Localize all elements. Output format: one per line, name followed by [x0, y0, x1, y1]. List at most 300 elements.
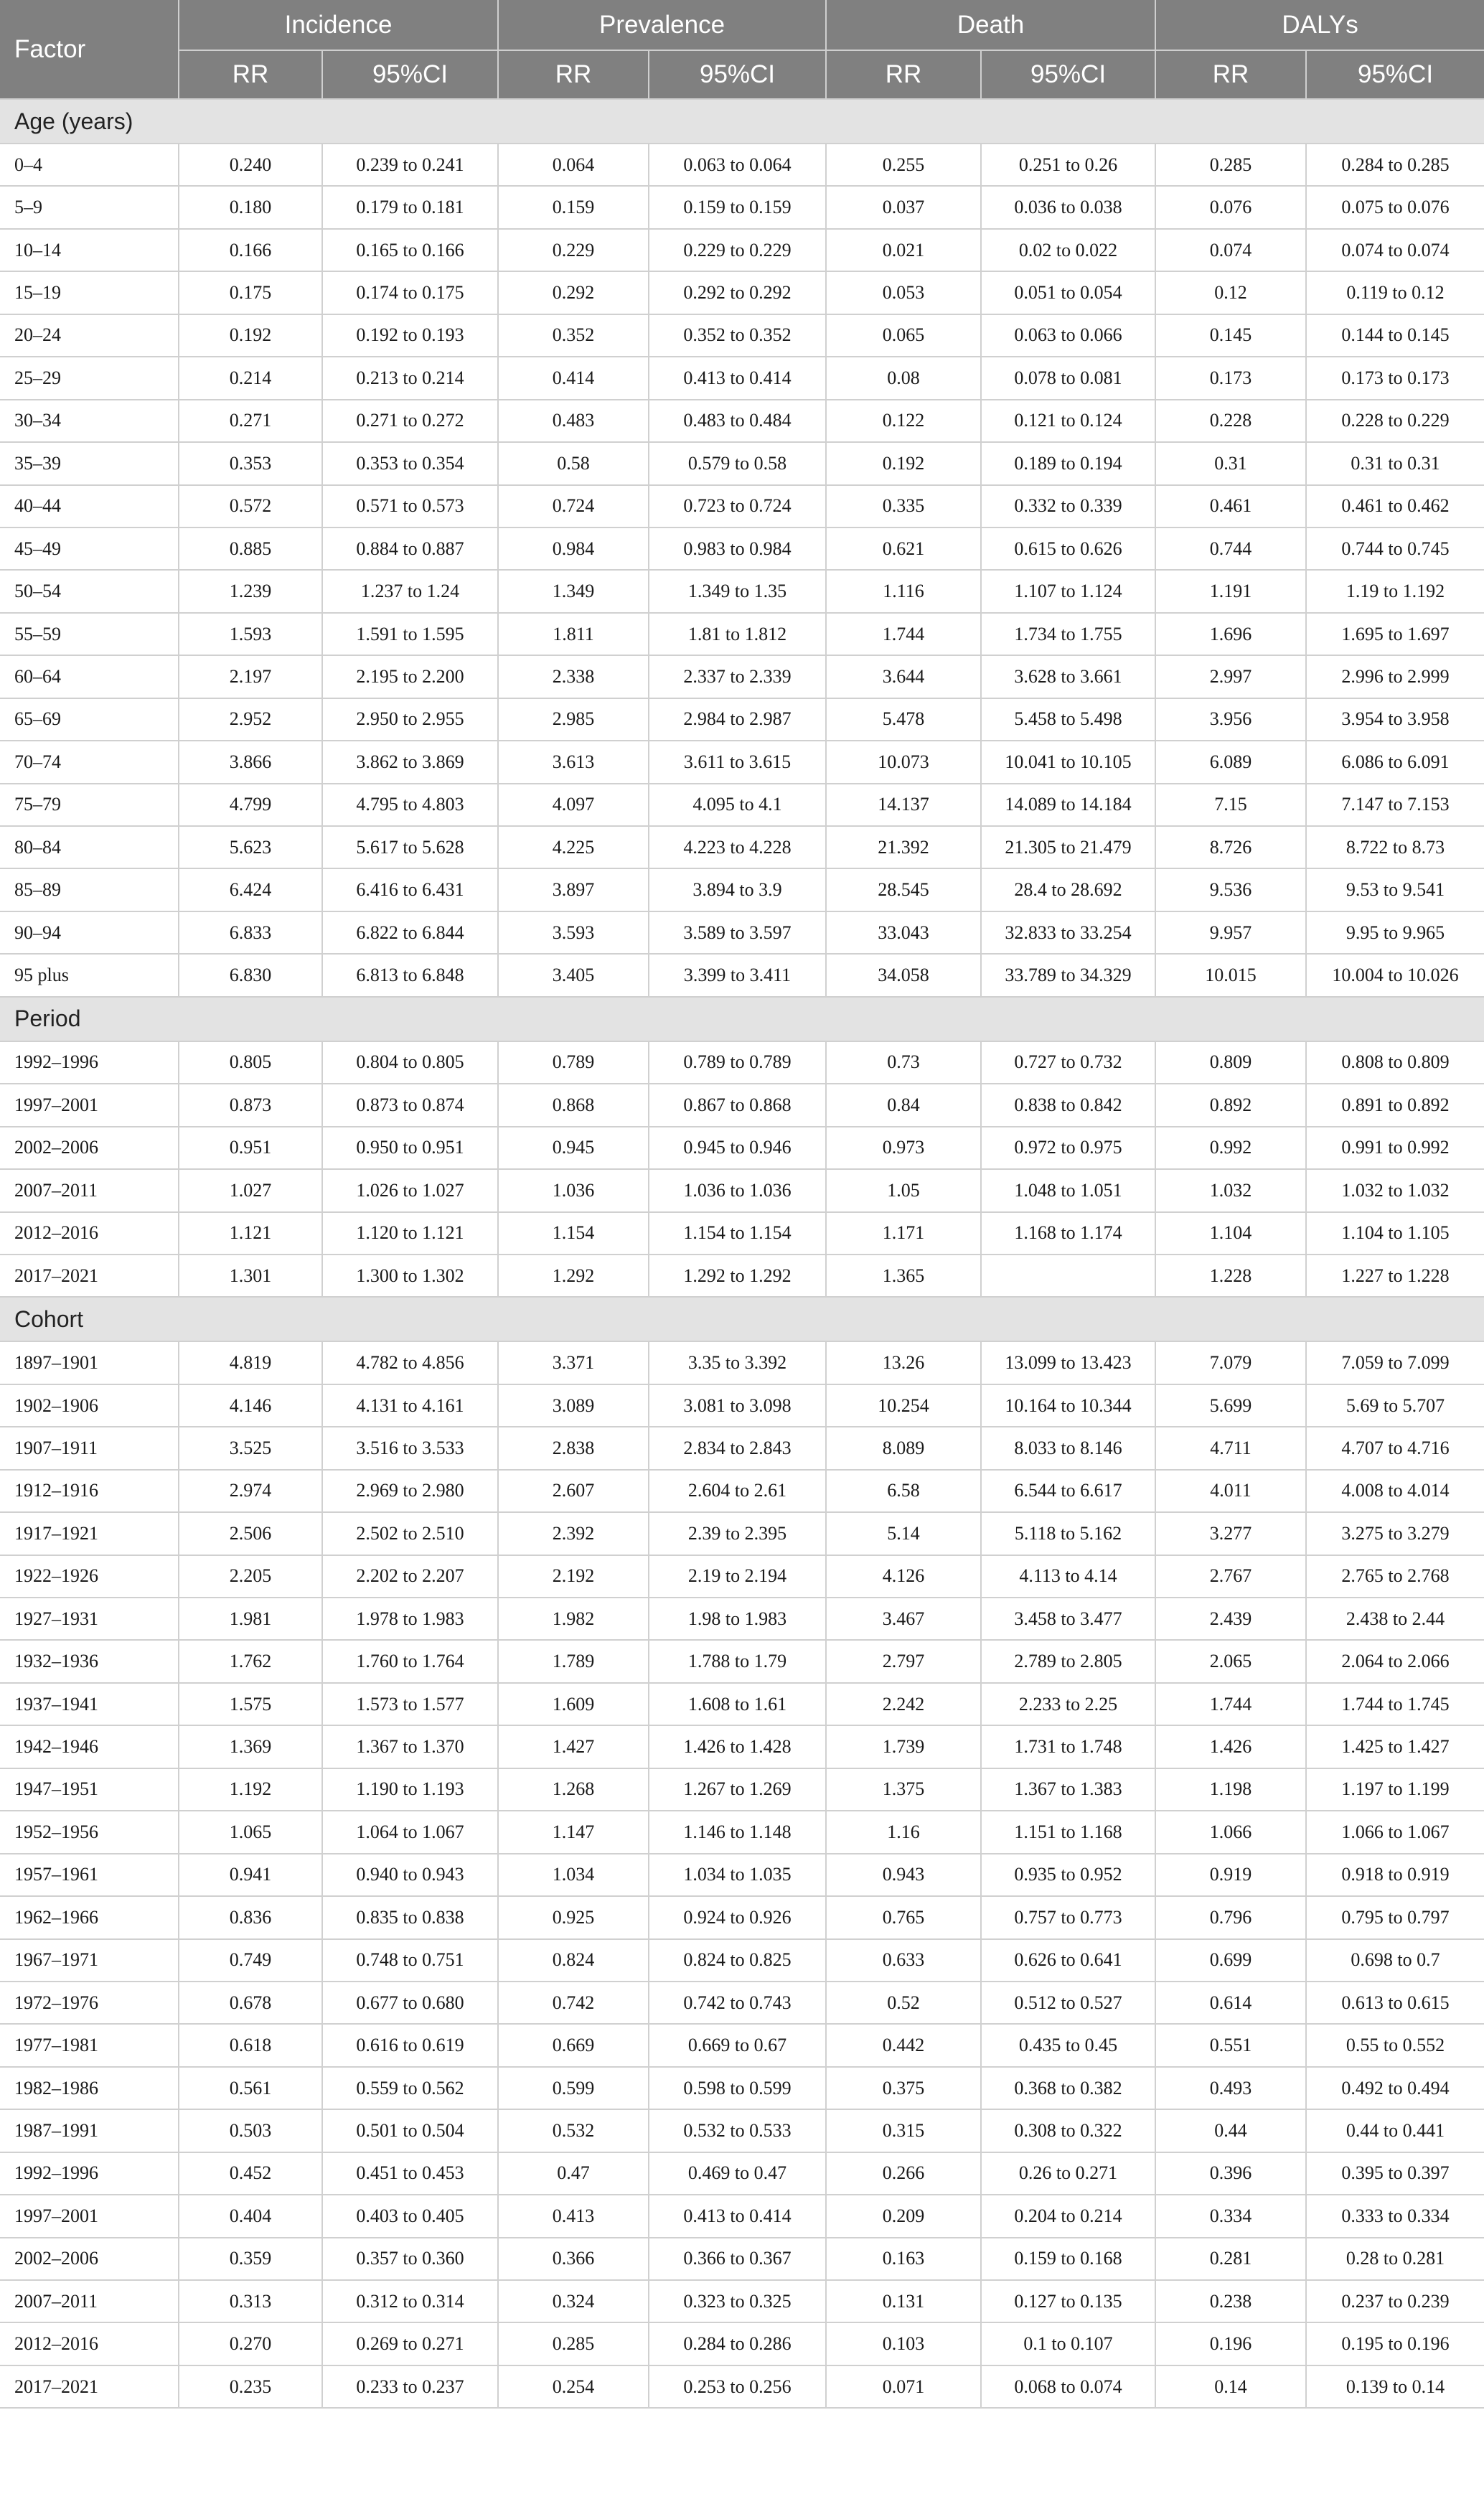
dalys-ci: 0.195 to 0.196 — [1306, 2322, 1484, 2365]
death-rr: 0.765 — [826, 1896, 981, 1938]
death-rr: 0.335 — [826, 485, 981, 527]
prevalence-ci: 1.036 to 1.036 — [649, 1169, 826, 1211]
row-label: 35–39 — [0, 442, 179, 484]
table-row — [0, 1341, 1484, 1384]
incidence-rr: 0.166 — [179, 229, 322, 271]
death-ci: 0.332 to 0.339 — [981, 485, 1155, 527]
dalys-rr: 1.198 — [1155, 1768, 1306, 1811]
section-title: Age (years) — [0, 99, 1484, 144]
incidence-ci: 1.190 to 1.193 — [322, 1768, 498, 1811]
dalys-ci: 1.104 to 1.105 — [1306, 1212, 1484, 1255]
prevalence-ci: 0.253 to 0.256 — [649, 2365, 826, 2408]
death-rr: 1.05 — [826, 1169, 981, 1211]
dalys-ci: 0.492 to 0.494 — [1306, 2067, 1484, 2109]
incidence-ci: 1.064 to 1.067 — [322, 1811, 498, 1853]
dalys-rr: 0.076 — [1155, 186, 1306, 228]
row-label: 95 plus — [0, 954, 179, 996]
dalys-rr: 0.074 — [1155, 229, 1306, 271]
dalys-rr: 6.089 — [1155, 741, 1306, 783]
row-label: 1972–1976 — [0, 1982, 179, 2024]
prevalence-ci: 0.229 to 0.229 — [649, 229, 826, 271]
dalys-rr: 10.015 — [1155, 954, 1306, 996]
death-ci: 0.512 to 0.527 — [981, 1982, 1155, 2024]
incidence-rr: 0.618 — [179, 2024, 322, 2066]
prevalence-rr: 0.824 — [498, 1939, 649, 1982]
table-row — [0, 2067, 1484, 2109]
incidence-ci: 0.950 to 0.951 — [322, 1127, 498, 1169]
death-rr: 8.089 — [826, 1427, 981, 1469]
row-label: 1992–1996 — [0, 1041, 179, 1084]
incidence-ci: 0.233 to 0.237 — [322, 2365, 498, 2408]
prevalence-ci: 0.669 to 0.67 — [649, 2024, 826, 2066]
prevalence-ci: 2.984 to 2.987 — [649, 698, 826, 741]
header-row-groups — [0, 0, 1484, 50]
table-row — [0, 400, 1484, 442]
row-label: 2017–2021 — [0, 1255, 179, 1297]
dalys-ci: 0.228 to 0.229 — [1306, 400, 1484, 442]
incidence-ci: 3.862 to 3.869 — [322, 741, 498, 783]
death-ci — [981, 1255, 1155, 1297]
prevalence-ci: 0.598 to 0.599 — [649, 2067, 826, 2109]
prevalence-rr: 0.366 — [498, 2238, 649, 2280]
death-rr: 0.103 — [826, 2322, 981, 2365]
prevalence-ci: 1.788 to 1.79 — [649, 1640, 826, 1682]
death-ci: 1.367 to 1.383 — [981, 1768, 1155, 1811]
prevalence-rr: 0.984 — [498, 527, 649, 570]
dalys-ci: 0.144 to 0.145 — [1306, 314, 1484, 357]
death-rr: 21.392 — [826, 826, 981, 868]
prevalence-ci: 0.292 to 0.292 — [649, 271, 826, 314]
incidence-ci: 0.179 to 0.181 — [322, 186, 498, 228]
incidence-rr: 0.359 — [179, 2238, 322, 2280]
death-rr: 13.26 — [826, 1341, 981, 1384]
prevalence-rr: 1.427 — [498, 1725, 649, 1768]
row-label: 80–84 — [0, 826, 179, 868]
dalys-rr: 9.536 — [1155, 868, 1306, 911]
death-rr: 0.163 — [826, 2238, 981, 2280]
incidence-ci: 1.760 to 1.764 — [322, 1640, 498, 1682]
incidence-rr: 1.192 — [179, 1768, 322, 1811]
dalys-rr: 0.493 — [1155, 2067, 1306, 2109]
table-row — [0, 271, 1484, 314]
table-row — [0, 868, 1484, 911]
death-rr: 14.137 — [826, 784, 981, 826]
dalys-ci: 1.695 to 1.697 — [1306, 613, 1484, 655]
table-row — [0, 2109, 1484, 2152]
dalys-ci: 1.032 to 1.032 — [1306, 1169, 1484, 1211]
prevalence-ci: 0.413 to 0.414 — [649, 2195, 826, 2237]
death-rr: 2.797 — [826, 1640, 981, 1682]
table-row — [0, 1169, 1484, 1211]
dalys-rr: 0.145 — [1155, 314, 1306, 357]
death-ci: 0.051 to 0.054 — [981, 271, 1155, 314]
dalys-ci: 0.284 to 0.285 — [1306, 144, 1484, 186]
death-ci: 0.308 to 0.322 — [981, 2109, 1155, 2152]
row-label: 1997–2001 — [0, 2195, 179, 2237]
death-rr: 1.116 — [826, 570, 981, 612]
incidence-rr: 0.873 — [179, 1084, 322, 1126]
death-ci: 0.036 to 0.038 — [981, 186, 1155, 228]
dalys-ci: 0.44 to 0.441 — [1306, 2109, 1484, 2152]
prevalence-ci: 0.366 to 0.367 — [649, 2238, 826, 2280]
dalys-rr: 0.744 — [1155, 527, 1306, 570]
prevalence-rr: 1.036 — [498, 1169, 649, 1211]
incidence-ci: 0.616 to 0.619 — [322, 2024, 498, 2066]
dalys-rr: 0.892 — [1155, 1084, 1306, 1126]
table-row — [0, 2152, 1484, 2195]
table-row — [0, 1854, 1484, 1896]
prevalence-ci: 2.19 to 2.194 — [649, 1555, 826, 1598]
death-rr: 0.071 — [826, 2365, 981, 2408]
incidence-rr: 1.027 — [179, 1169, 322, 1211]
dalys-rr: 3.277 — [1155, 1512, 1306, 1555]
dalys-ci: 0.55 to 0.552 — [1306, 2024, 1484, 2066]
row-label: 1937–1941 — [0, 1683, 179, 1725]
prevalence-rr: 0.254 — [498, 2365, 649, 2408]
dalys-rr: 0.196 — [1155, 2322, 1306, 2365]
incidence-rr: 0.503 — [179, 2109, 322, 2152]
prevalence-ci: 1.292 to 1.292 — [649, 1255, 826, 1297]
death-rr: 0.84 — [826, 1084, 981, 1126]
prevalence-rr: 3.593 — [498, 911, 649, 954]
dalys-ci: 0.613 to 0.615 — [1306, 1982, 1484, 2024]
table-row — [0, 1470, 1484, 1512]
incidence-rr: 6.833 — [179, 911, 322, 954]
dalys-rr: 2.439 — [1155, 1598, 1306, 1640]
row-label: 1992–1996 — [0, 2152, 179, 2195]
dalys-rr: 7.15 — [1155, 784, 1306, 826]
table-row — [0, 1384, 1484, 1427]
prevalence-ci: 0.789 to 0.789 — [649, 1041, 826, 1084]
incidence-ci: 6.416 to 6.431 — [322, 868, 498, 911]
incidence-ci: 0.269 to 0.271 — [322, 2322, 498, 2365]
dalys-ci: 0.074 to 0.074 — [1306, 229, 1484, 271]
death-rr: 0.73 — [826, 1041, 981, 1084]
table-row — [0, 442, 1484, 484]
death-ci: 0.078 to 0.081 — [981, 357, 1155, 399]
death-rr: 10.073 — [826, 741, 981, 783]
dalys-ci: 2.438 to 2.44 — [1306, 1598, 1484, 1640]
death-ci: 0.121 to 0.124 — [981, 400, 1155, 442]
prevalence-rr: 1.154 — [498, 1212, 649, 1255]
prevalence-rr: 0.413 — [498, 2195, 649, 2237]
table-row — [0, 1939, 1484, 1982]
death-rr: 1.16 — [826, 1811, 981, 1853]
dalys-ci: 1.066 to 1.067 — [1306, 1811, 1484, 1853]
death-rr: 0.122 — [826, 400, 981, 442]
prevalence-rr: 2.607 — [498, 1470, 649, 1512]
prevalence-ci: 3.35 to 3.392 — [649, 1341, 826, 1384]
table-row — [0, 1768, 1484, 1811]
incidence-rr: 0.180 — [179, 186, 322, 228]
incidence-rr: 3.525 — [179, 1427, 322, 1469]
incidence-ci: 0.873 to 0.874 — [322, 1084, 498, 1126]
table-row — [0, 1512, 1484, 1555]
prevalence-rr: 0.064 — [498, 144, 649, 186]
row-label: 2002–2006 — [0, 2238, 179, 2280]
prevalence-ci: 0.924 to 0.926 — [649, 1896, 826, 1938]
prevalence-ci: 0.983 to 0.984 — [649, 527, 826, 570]
table-row — [0, 2195, 1484, 2237]
incidence-rr: 0.951 — [179, 1127, 322, 1169]
row-label: 20–24 — [0, 314, 179, 357]
prevalence-ci: 0.323 to 0.325 — [649, 2280, 826, 2322]
table-row — [0, 1041, 1484, 1084]
incidence-rr: 0.805 — [179, 1041, 322, 1084]
incidence-ci: 0.174 to 0.175 — [322, 271, 498, 314]
death-ci: 0.615 to 0.626 — [981, 527, 1155, 570]
death-rr: 0.255 — [826, 144, 981, 186]
table-row — [0, 144, 1484, 186]
prevalence-ci: 2.834 to 2.843 — [649, 1427, 826, 1469]
prevalence-rr: 0.925 — [498, 1896, 649, 1938]
incidence-ci: 6.822 to 6.844 — [322, 911, 498, 954]
incidence-rr: 4.799 — [179, 784, 322, 826]
prevalence-rr: 0.724 — [498, 485, 649, 527]
incidence-rr: 0.271 — [179, 400, 322, 442]
death-rr: 2.242 — [826, 1683, 981, 1725]
prevalence-rr: 0.669 — [498, 2024, 649, 2066]
row-label: 55–59 — [0, 613, 179, 655]
prevalence-ci: 3.399 to 3.411 — [649, 954, 826, 996]
prevalence-ci: 1.267 to 1.269 — [649, 1768, 826, 1811]
incidence-ci: 0.451 to 0.453 — [322, 2152, 498, 2195]
incidence-ci: 4.795 to 4.803 — [322, 784, 498, 826]
header-sub-ci: 95%CI — [981, 50, 1155, 99]
death-rr: 0.973 — [826, 1127, 981, 1169]
row-label: 1897–1901 — [0, 1341, 179, 1384]
dalys-ci: 7.147 to 7.153 — [1306, 784, 1484, 826]
row-label: 2012–2016 — [0, 1212, 179, 1255]
prevalence-rr: 2.192 — [498, 1555, 649, 1598]
row-label: 30–34 — [0, 400, 179, 442]
table-row — [0, 1212, 1484, 1255]
prevalence-rr: 1.034 — [498, 1854, 649, 1896]
incidence-rr: 0.749 — [179, 1939, 322, 1982]
row-label: 85–89 — [0, 868, 179, 911]
prevalence-rr: 0.945 — [498, 1127, 649, 1169]
table-body — [0, 99, 1484, 2408]
prevalence-rr: 3.089 — [498, 1384, 649, 1427]
death-rr: 0.037 — [826, 186, 981, 228]
death-ci: 0.1 to 0.107 — [981, 2322, 1155, 2365]
death-ci: 0.063 to 0.066 — [981, 314, 1155, 357]
death-rr: 0.192 — [826, 442, 981, 484]
prevalence-ci: 1.146 to 1.148 — [649, 1811, 826, 1853]
incidence-rr: 0.313 — [179, 2280, 322, 2322]
section-title: Cohort — [0, 1297, 1484, 1341]
prevalence-ci: 2.604 to 2.61 — [649, 1470, 826, 1512]
incidence-rr: 1.121 — [179, 1212, 322, 1255]
death-ci: 0.159 to 0.168 — [981, 2238, 1155, 2280]
dalys-rr: 2.065 — [1155, 1640, 1306, 1682]
prevalence-ci: 3.589 to 3.597 — [649, 911, 826, 954]
incidence-rr: 2.974 — [179, 1470, 322, 1512]
death-rr: 0.375 — [826, 2067, 981, 2109]
table-row — [0, 1683, 1484, 1725]
death-rr: 1.739 — [826, 1725, 981, 1768]
dalys-ci: 0.918 to 0.919 — [1306, 1854, 1484, 1896]
prevalence-ci: 3.894 to 3.9 — [649, 868, 826, 911]
prevalence-ci: 0.352 to 0.352 — [649, 314, 826, 357]
dalys-ci: 1.744 to 1.745 — [1306, 1683, 1484, 1725]
prevalence-ci: 0.483 to 0.484 — [649, 400, 826, 442]
incidence-rr: 0.175 — [179, 271, 322, 314]
incidence-ci: 1.300 to 1.302 — [322, 1255, 498, 1297]
dalys-ci: 0.808 to 0.809 — [1306, 1041, 1484, 1084]
incidence-ci: 1.120 to 1.121 — [322, 1212, 498, 1255]
row-label: 1912–1916 — [0, 1470, 179, 1512]
death-ci: 4.113 to 4.14 — [981, 1555, 1155, 1598]
table-row — [0, 698, 1484, 741]
section-row — [0, 99, 1484, 144]
table-row — [0, 570, 1484, 612]
death-rr: 34.058 — [826, 954, 981, 996]
prevalence-rr: 0.58 — [498, 442, 649, 484]
incidence-rr: 3.866 — [179, 741, 322, 783]
prevalence-ci: 1.154 to 1.154 — [649, 1212, 826, 1255]
dalys-rr: 0.14 — [1155, 2365, 1306, 2408]
incidence-rr: 5.623 — [179, 826, 322, 868]
prevalence-rr: 1.349 — [498, 570, 649, 612]
table-row — [0, 1725, 1484, 1768]
dalys-ci: 1.19 to 1.192 — [1306, 570, 1484, 612]
table-row — [0, 229, 1484, 271]
incidence-ci: 0.571 to 0.573 — [322, 485, 498, 527]
dalys-ci: 0.744 to 0.745 — [1306, 527, 1484, 570]
prevalence-rr: 3.613 — [498, 741, 649, 783]
prevalence-ci: 1.81 to 1.812 — [649, 613, 826, 655]
row-label: 2007–2011 — [0, 1169, 179, 1211]
row-label: 1987–1991 — [0, 2109, 179, 2152]
incidence-rr: 0.235 — [179, 2365, 322, 2408]
incidence-rr: 0.885 — [179, 527, 322, 570]
prevalence-ci: 1.034 to 1.035 — [649, 1854, 826, 1896]
incidence-ci: 0.403 to 0.405 — [322, 2195, 498, 2237]
incidence-ci: 0.501 to 0.504 — [322, 2109, 498, 2152]
dalys-ci: 0.28 to 0.281 — [1306, 2238, 1484, 2280]
death-rr: 0.621 — [826, 527, 981, 570]
prevalence-ci: 1.98 to 1.983 — [649, 1598, 826, 1640]
death-rr: 0.52 — [826, 1982, 981, 2024]
row-label: 15–19 — [0, 271, 179, 314]
prevalence-rr: 0.483 — [498, 400, 649, 442]
row-label: 1977–1981 — [0, 2024, 179, 2066]
death-ci: 6.544 to 6.617 — [981, 1470, 1155, 1512]
prevalence-ci: 0.063 to 0.064 — [649, 144, 826, 186]
table-header — [0, 0, 1484, 99]
incidence-rr: 0.941 — [179, 1854, 322, 1896]
incidence-rr: 2.506 — [179, 1512, 322, 1555]
table-row — [0, 784, 1484, 826]
incidence-ci: 1.237 to 1.24 — [322, 570, 498, 612]
table-row — [0, 1084, 1484, 1126]
incidence-ci: 0.748 to 0.751 — [322, 1939, 498, 1982]
prevalence-ci: 2.39 to 2.395 — [649, 1512, 826, 1555]
dalys-ci: 9.53 to 9.541 — [1306, 868, 1484, 911]
prevalence-rr: 1.268 — [498, 1768, 649, 1811]
prevalence-rr: 1.982 — [498, 1598, 649, 1640]
header-row-sub — [0, 50, 1484, 99]
header-group-prevalence: Prevalence — [498, 0, 826, 50]
prevalence-rr: 0.229 — [498, 229, 649, 271]
row-label: 90–94 — [0, 911, 179, 954]
incidence-rr: 0.452 — [179, 2152, 322, 2195]
incidence-rr: 1.239 — [179, 570, 322, 612]
incidence-ci: 2.950 to 2.955 — [322, 698, 498, 741]
row-label: 1902–1906 — [0, 1384, 179, 1427]
death-ci: 0.204 to 0.214 — [981, 2195, 1155, 2237]
section-row — [0, 997, 1484, 1041]
dalys-rr: 0.809 — [1155, 1041, 1306, 1084]
dalys-ci: 1.425 to 1.427 — [1306, 1725, 1484, 1768]
incidence-rr: 2.197 — [179, 655, 322, 698]
death-ci: 0.068 to 0.074 — [981, 2365, 1155, 2408]
row-label: 1967–1971 — [0, 1939, 179, 1982]
incidence-ci: 0.312 to 0.314 — [322, 2280, 498, 2322]
row-label: 75–79 — [0, 784, 179, 826]
death-ci: 1.048 to 1.051 — [981, 1169, 1155, 1211]
table-row — [0, 485, 1484, 527]
death-ci: 32.833 to 33.254 — [981, 911, 1155, 954]
table-row — [0, 186, 1484, 228]
incidence-rr: 0.404 — [179, 2195, 322, 2237]
prevalence-rr: 0.352 — [498, 314, 649, 357]
prevalence-rr: 1.789 — [498, 1640, 649, 1682]
table-row — [0, 741, 1484, 783]
incidence-ci: 0.213 to 0.214 — [322, 357, 498, 399]
death-ci: 1.107 to 1.124 — [981, 570, 1155, 612]
incidence-rr: 2.205 — [179, 1555, 322, 1598]
prevalence-rr: 1.811 — [498, 613, 649, 655]
incidence-rr: 1.762 — [179, 1640, 322, 1682]
table-row — [0, 527, 1484, 570]
dalys-rr: 1.228 — [1155, 1255, 1306, 1297]
death-ci: 0.727 to 0.732 — [981, 1041, 1155, 1084]
dalys-ci: 4.707 to 4.716 — [1306, 1427, 1484, 1469]
dalys-rr: 0.228 — [1155, 400, 1306, 442]
incidence-ci: 5.617 to 5.628 — [322, 826, 498, 868]
death-rr: 0.08 — [826, 357, 981, 399]
dalys-rr: 0.281 — [1155, 2238, 1306, 2280]
prevalence-ci: 0.723 to 0.724 — [649, 485, 826, 527]
death-rr: 33.043 — [826, 911, 981, 954]
death-ci: 1.151 to 1.168 — [981, 1811, 1155, 1853]
prevalence-ci: 1.349 to 1.35 — [649, 570, 826, 612]
dalys-rr: 4.711 — [1155, 1427, 1306, 1469]
row-label: 1917–1921 — [0, 1512, 179, 1555]
prevalence-ci: 0.579 to 0.58 — [649, 442, 826, 484]
dalys-ci: 9.95 to 9.965 — [1306, 911, 1484, 954]
death-ci: 1.168 to 1.174 — [981, 1212, 1155, 1255]
prevalence-rr: 0.285 — [498, 2322, 649, 2365]
dalys-ci: 2.765 to 2.768 — [1306, 1555, 1484, 1598]
dalys-ci: 0.891 to 0.892 — [1306, 1084, 1484, 1126]
row-label: 1942–1946 — [0, 1725, 179, 1768]
table-row — [0, 1811, 1484, 1853]
dalys-ci: 3.954 to 3.958 — [1306, 698, 1484, 741]
death-ci: 1.731 to 1.748 — [981, 1725, 1155, 1768]
prevalence-rr: 3.371 — [498, 1341, 649, 1384]
death-ci: 0.189 to 0.194 — [981, 442, 1155, 484]
table-row — [0, 1555, 1484, 1598]
header-sub-ci: 95%CI — [322, 50, 498, 99]
prevalence-ci: 3.611 to 3.615 — [649, 741, 826, 783]
death-ci: 3.458 to 3.477 — [981, 1598, 1155, 1640]
table-row — [0, 2365, 1484, 2408]
incidence-rr: 6.424 — [179, 868, 322, 911]
prevalence-rr: 0.414 — [498, 357, 649, 399]
